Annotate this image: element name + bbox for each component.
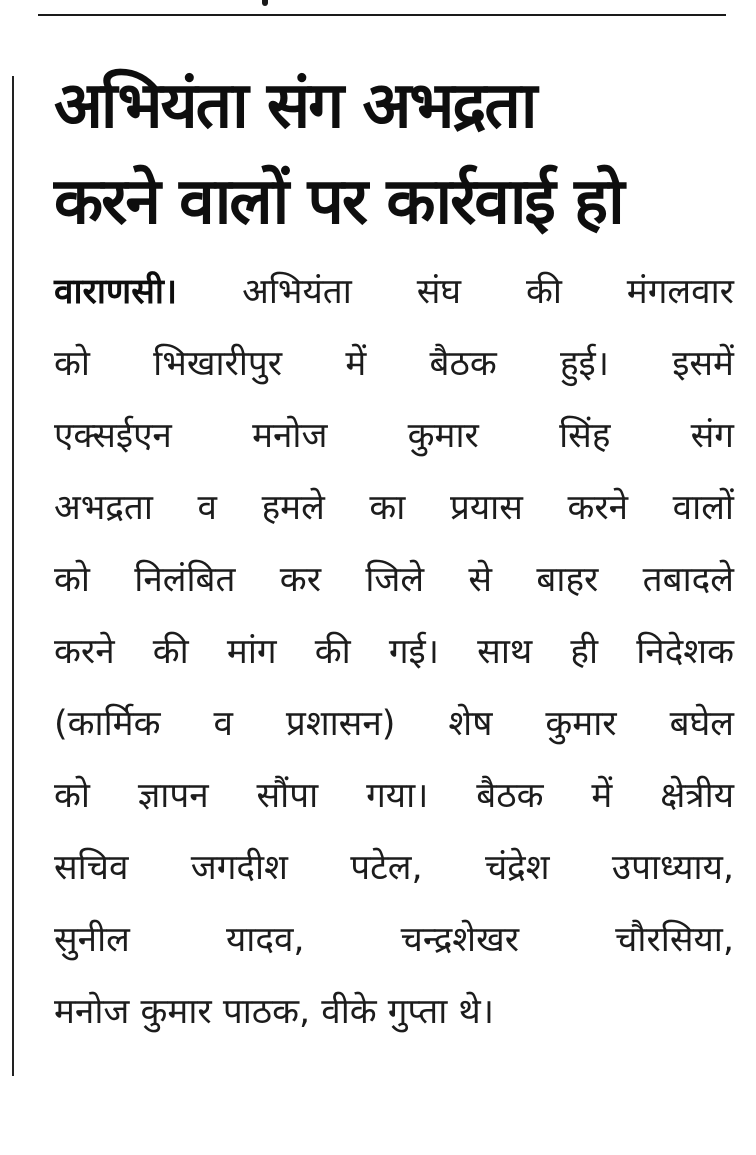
headline-line-2: करने वालों पर कार्रवाई हो [54, 165, 623, 239]
article-body [54, 256, 734, 1048]
body-line: करने की मांग की गई। साथ ही निदेशक [54, 632, 734, 672]
body-line: अभद्रता व हमले का प्रयास करने वालों [54, 488, 734, 528]
body-line: एक्सईएन मनोज कुमार सिंह संग [54, 416, 734, 456]
top-rule-tick [262, 0, 268, 6]
body-line: को भिखारीपुर में बैठक हुई। इसमें [54, 344, 734, 384]
top-divider-rule [38, 14, 726, 16]
body-line: (कार्मिक व प्रशासन) शेष कुमार बघेल [54, 704, 734, 744]
body-line: मनोज कुमार पाठक, वीके गुप्ता थे। [54, 992, 495, 1032]
body-line: सचिव जगदीश पटेल, चंद्रेश उपाध्याय, [54, 848, 734, 888]
headline [54, 58, 734, 250]
body-line: सुनील यादव, चन्द्रशेखर चौरसिया, [54, 920, 734, 960]
body-line [54, 256, 734, 328]
headline-line-1: अभियंता संग अभद्रता [54, 69, 536, 143]
body-line: को निलंबित कर जिले से बाहर तबादले [54, 560, 734, 600]
news-article [54, 58, 734, 1048]
dateline: वाराणसी। [54, 272, 178, 312]
column-divider-rule [12, 76, 14, 1076]
body-line: को ज्ञापन सौंपा गया। बैठक में क्षेत्रीय [54, 776, 734, 816]
body-line-text: अभियंता संघ की मंगलवार [242, 272, 734, 312]
